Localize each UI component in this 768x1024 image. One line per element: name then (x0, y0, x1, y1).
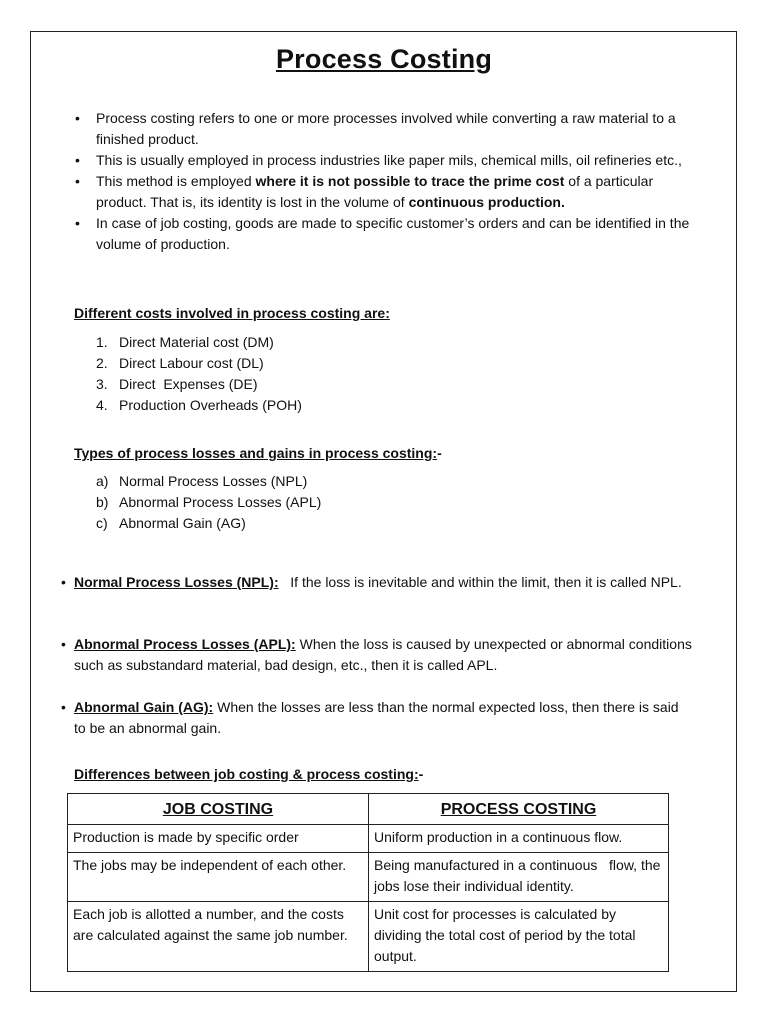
costs-list (96, 332, 302, 416)
differences-heading: Differences between job costing & process costing:- (74, 766, 424, 782)
intro-item: • This method is employed where it is not possible to trace the prime cost of a particular product. That is, its identity is lost in the volume of continuous production. (96, 171, 696, 213)
intro-item: • This is usually employed in process industries like paper mils, chemical mills, oil refineries etc., (96, 150, 696, 171)
column-header-process-costing: PROCESS COSTING (369, 794, 669, 825)
table-cell: Unit cost for processes is calculated by dividing the total cost of period by the total output. (369, 902, 669, 972)
losses-list (96, 471, 321, 534)
differences-table (67, 793, 669, 972)
table-cell: Uniform production in a continuous flow. (369, 825, 669, 853)
table-header-row (68, 794, 669, 825)
losses-heading: Types of process losses and gains in process costing:- (74, 445, 442, 461)
list-item: 3. Direct Expenses (DE) (96, 376, 258, 392)
bold-phrase: continuous production. (408, 194, 565, 210)
table-cell: Each job is allotted a number, and the costs are calculated against the same job number. (68, 902, 369, 972)
bullet-icon: • (61, 636, 66, 652)
bold-phrase: where it is not possible to trace the prime cost (255, 173, 565, 189)
bullet-icon: • (61, 699, 66, 715)
table-row (68, 853, 669, 902)
costs-heading: Different costs involved in process costing are: (74, 305, 390, 321)
bullet-icon: • (61, 574, 66, 590)
table-cell: Being manufactured in a continuous flow, the jobs lose their individual identity. (369, 853, 669, 902)
page-title: Process Costing (275, 44, 493, 74)
list-item: b) Abnormal Process Losses (APL) (96, 494, 322, 510)
definition-apl: • Abnormal Process Losses (APL): When the loss is caused by unexpected or abnormal conditions such as substandard material, bad design, etc., then it is called APL. (61, 636, 692, 673)
list-item: 2. Direct Labour cost (DL) (96, 355, 264, 371)
table-row (68, 902, 669, 972)
list-item: 4. Production Overheads (POH) (96, 397, 302, 413)
list-item: c) Abnormal Gain (AG) (96, 515, 246, 531)
definition-ag: • Abnormal Gain (AG): When the losses are less than the normal expected loss, then there is said to be an abnormal gain. (61, 699, 679, 736)
intro-list (96, 108, 696, 255)
list-item: a) Normal Process Losses (NPL) (96, 473, 308, 489)
column-header-job-costing: JOB COSTING (68, 794, 369, 825)
table-cell: Production is made by specific order (68, 825, 369, 853)
table-cell: The jobs may be independent of each other. (68, 853, 369, 902)
definition-npl: • Normal Process Losses (NPL): If the loss is inevitable and within the limit, then it is called NPL. (74, 572, 694, 593)
intro-item: • Process costing refers to one or more processes involved while converting a raw material to a finished product. (96, 108, 696, 150)
list-item: 1. Direct Material cost (DM) (96, 334, 274, 350)
intro-item: • In case of job costing, goods are made to specific customer’s orders and can be identified in the volume of production. (96, 213, 696, 255)
table-row (68, 825, 669, 853)
